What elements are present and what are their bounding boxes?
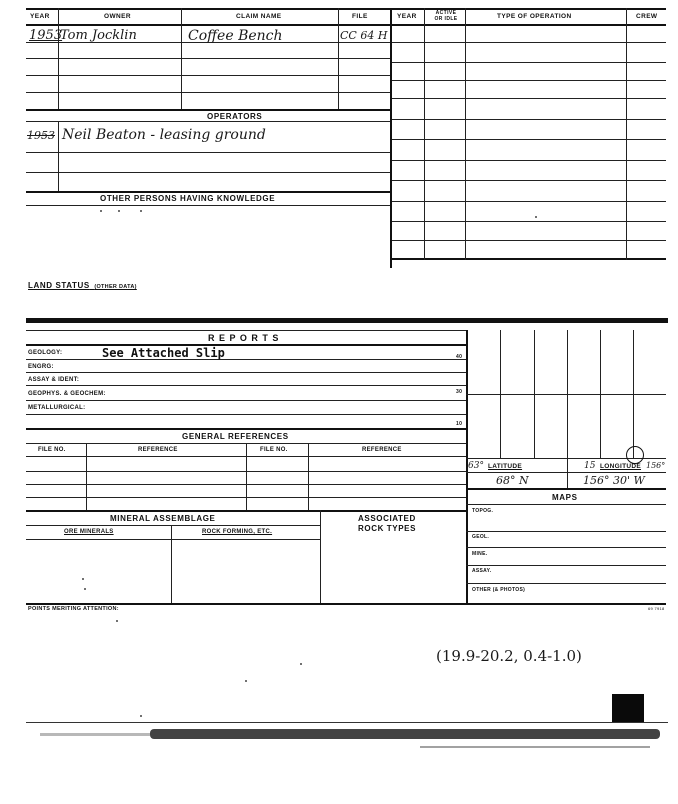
longitude-label: LONGITUDE <box>600 463 641 470</box>
reports-title: R E P O R T S <box>208 333 280 343</box>
coordinates-note: (19.9-20.2, 0.4-1.0) <box>436 647 582 665</box>
ref-col-file-no-1: FILE NO. <box>38 447 66 453</box>
claim-year: 1953 <box>29 28 63 43</box>
rock-types-header: ROCK TYPES <box>358 524 417 533</box>
latitude-label: LATITUDE <box>488 463 523 470</box>
longitude-value: 156° 30' W <box>583 474 645 487</box>
points-meriting-attention: POINTS MERITING ATTENTION: <box>28 606 119 612</box>
scan-specks <box>420 746 650 748</box>
claim-owner: Tom Jocklin <box>60 28 137 43</box>
map-assay: ASSAY. <box>472 568 492 574</box>
latitude-prefix: 63° <box>468 461 484 471</box>
other-persons-title: OTHER PERSONS HAVING KNOWLEDGE <box>100 194 276 203</box>
col-year: YEAR <box>30 13 50 20</box>
associated-header: ASSOCIATED <box>358 514 416 523</box>
circle-mark <box>626 446 644 464</box>
map-other-photos: OTHER (& PHOTOS) <box>472 587 526 593</box>
col-owner: OWNER <box>104 13 131 20</box>
general-references-title: GENERAL REFERENCES <box>182 432 289 441</box>
section-separator <box>26 318 668 323</box>
map-mine: MINE. <box>472 551 488 557</box>
report-side-10: 10 <box>456 421 463 427</box>
col-file: FILE <box>352 13 368 20</box>
land-status-label: LAND STATUS (OTHER DATA) <box>28 281 137 290</box>
col-active-idle: ACTIVE OR IDLE <box>434 10 458 22</box>
maps-title: MAPS <box>552 493 578 502</box>
report-side-40: 40 <box>456 354 463 360</box>
longitude-suffix: 156° <box>646 461 666 470</box>
ore-minerals-header: ORE MINERALS <box>64 529 114 535</box>
col-claim-name: CLAIM NAME <box>236 13 282 20</box>
col-crew: CREW <box>636 13 658 20</box>
map-geol: GEOL. <box>472 534 490 540</box>
report-label-metallurgical: METALLURGICAL: <box>28 405 86 411</box>
latitude-value: 68° N <box>496 474 529 487</box>
claim-file: CC 64 H <box>340 29 388 42</box>
report-label-geology: GEOLOGY: <box>28 350 63 356</box>
report-label-assay: ASSAY & IDENT: <box>28 377 80 383</box>
claim-name: Coffee Bench <box>188 28 283 44</box>
scan-marker <box>612 694 644 722</box>
col-type-of-operation: TYPE OF OPERATION <box>497 13 572 20</box>
ref-col-file-no-2: FILE NO. <box>260 447 288 453</box>
form-number: 69 7918 <box>648 606 665 611</box>
report-label-geophys: GEOPHYS. & GEOCHEM: <box>28 391 106 397</box>
scan-streak <box>26 722 668 723</box>
operator-year: 1953 <box>27 129 55 142</box>
mineral-assemblage-title: MINERAL ASSEMBLAGE <box>110 514 216 523</box>
report-value-geology: See Attached Slip <box>102 346 225 360</box>
report-side-30: 30 <box>456 389 463 395</box>
map-topog: TOPOG. <box>472 508 494 514</box>
report-label-engrg: ENGRG: <box>28 364 54 370</box>
ref-col-reference-2: REFERENCE <box>362 447 402 453</box>
operators-title: OPERATORS <box>207 112 263 121</box>
scan-smudge <box>150 729 660 739</box>
rock-forming-header: ROCK FORMING, ETC. <box>202 529 273 535</box>
ref-col-reference-1: REFERENCE <box>138 447 178 453</box>
scan-smudge-light <box>40 733 150 736</box>
operator-entry: Neil Beaton - leasing ground <box>62 127 266 143</box>
col-work-year: YEAR <box>397 13 417 20</box>
longitude-prefix: 15 <box>584 461 596 471</box>
